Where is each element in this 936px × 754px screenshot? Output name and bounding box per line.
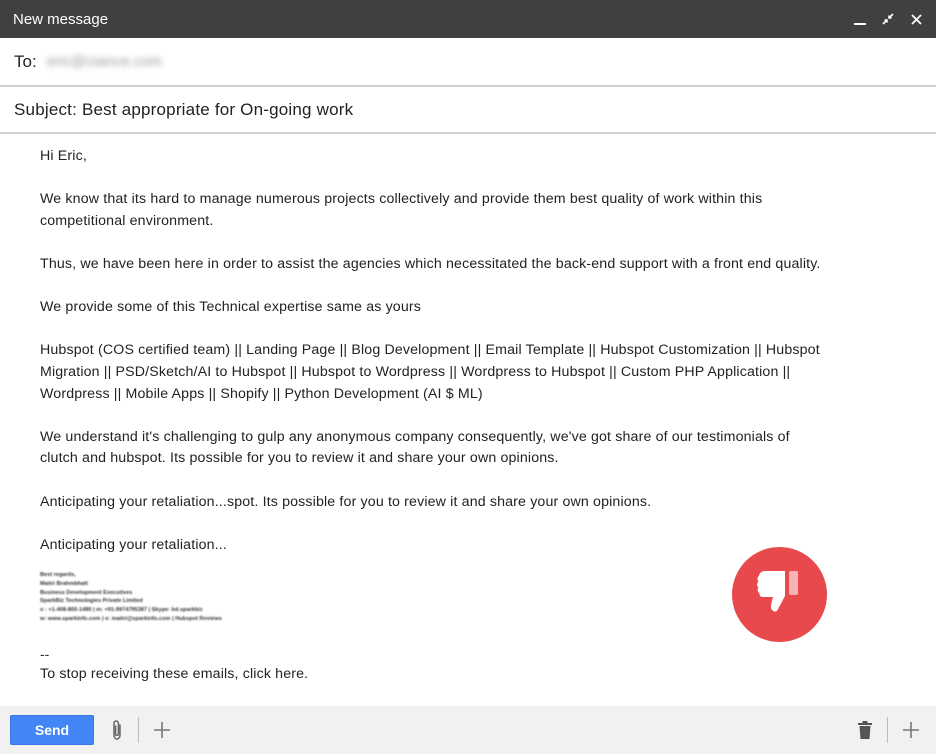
to-field-row[interactable]	[0, 38, 936, 87]
signature-line: Best regards,	[40, 572, 76, 578]
message-body[interactable]	[40, 146, 910, 556]
close-icon[interactable]	[908, 11, 924, 27]
greeting: Hi Eric,	[40, 148, 87, 164]
paragraph-4-line-2: Migration || PSD/Sketch/AI to Hubspot || Hubspot to Wordpress || Wordpress to Hubspot || Custom PHP Application ||	[40, 363, 791, 380]
signature-line: Maitri Brahmbhatt	[40, 580, 88, 587]
signature-line: Business Development Executives	[40, 589, 133, 596]
paragraph-1-line-2: competitional environment.	[40, 212, 214, 229]
plus-icon[interactable]	[902, 721, 920, 739]
unsubscribe-text[interactable]: To stop receiving these emails, click here.	[40, 666, 309, 682]
to-label: To:	[14, 51, 37, 71]
subject-field-row[interactable]	[0, 87, 936, 134]
window-controls	[852, 11, 924, 27]
paragraph-2: Thus, we have been here in order to assist the agencies which necessitated the back-end support with a front end quality.	[40, 255, 821, 272]
to-recipient[interactable]: eric@ciance.com	[46, 53, 162, 70]
paragraph-5-line-2: clutch and hubspot. Its possible for you to review it and share your own opinions.	[40, 450, 559, 467]
compose-titlebar	[0, 0, 936, 38]
paragraph-1-line-1: We know that its hard to manage numerous projects collectively and provide them best quality of work within this	[40, 191, 763, 208]
minimize-icon[interactable]	[852, 11, 868, 27]
thumbs-down-icon	[751, 563, 809, 626]
email-signature	[40, 571, 320, 624]
thumbs-down-badge	[732, 547, 827, 642]
signature-line: o : +1-408-800-1480 | m: +91-9974795387 | Skype: bd.sparkbiz	[40, 607, 203, 614]
signature-separator: --	[40, 646, 50, 662]
toolbar-divider	[887, 717, 888, 743]
attach-icon[interactable]	[110, 717, 124, 743]
paragraph-7: Anticipating your retaliation...	[40, 536, 227, 553]
window-title: New message	[13, 10, 109, 28]
paragraph-5-line-1: We understand it's challenging to gulp any anonymous company consequently, we've got share of our testimonials of	[40, 428, 790, 445]
paragraph-6: Anticipating your retaliation...spot. Its possible for you to review it and share your own opinions.	[40, 493, 652, 510]
expand-icon[interactable]	[880, 11, 896, 27]
paragraph-4-line-3: Wordpress || Mobile Apps || Shopify || Python Development (AI $ ML)	[40, 385, 483, 402]
signature-line: w: www.sparkinfo.com | e: maitri@sparkinfo.com | Hubspot Reviews	[40, 615, 222, 622]
paragraph-4-line-1: Hubspot (COS certified team) || Landing Page || Blog Development || Email Template || Hubspot Customization || Hubspot	[40, 342, 820, 359]
trash-icon[interactable]	[857, 720, 873, 740]
subject-field[interactable]: Subject: Best appropriate for On-going work	[14, 99, 354, 119]
send-button[interactable]: Send	[10, 715, 94, 745]
signature-line: SparkBiz Technologies Private Limited	[40, 598, 143, 605]
toolbar-divider	[138, 717, 139, 743]
plus-icon[interactable]	[153, 721, 171, 739]
paragraph-3: We provide some of this Technical expertise same as yours	[40, 299, 422, 316]
compose-toolbar	[0, 706, 936, 754]
